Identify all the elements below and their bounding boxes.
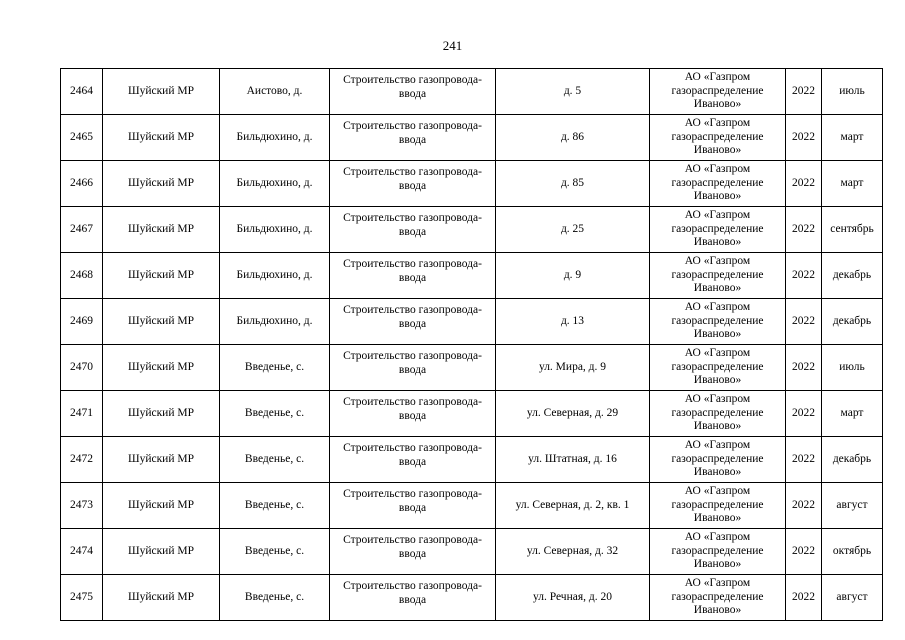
organization-cell: АО «Газпром газораспределение Иваново» — [650, 483, 786, 529]
locality-cell: Введенье, с. — [220, 345, 330, 391]
locality-cell: Бильдюхино, д. — [220, 207, 330, 253]
district-cell: Шуйский МР — [103, 345, 220, 391]
address-cell: ул. Северная, д. 2, кв. 1 — [496, 483, 650, 529]
locality-cell: Введенье, с. — [220, 575, 330, 621]
table-row — [61, 299, 883, 345]
locality-cell: Введенье, с. — [220, 391, 330, 437]
locality-cell: Бильдюхино, д. — [220, 115, 330, 161]
organization-cell: АО «Газпром газораспределение Иваново» — [650, 161, 786, 207]
address-cell: ул. Речная, д. 20 — [496, 575, 650, 621]
table-row — [61, 161, 883, 207]
row-number-cell: 2472 — [61, 437, 103, 483]
organization-cell: АО «Газпром газораспределение Иваново» — [650, 207, 786, 253]
month-cell: декабрь — [822, 437, 883, 483]
year-cell: 2022 — [786, 207, 822, 253]
address-cell: д. 25 — [496, 207, 650, 253]
organization-cell: АО «Газпром газораспределение Иваново» — [650, 115, 786, 161]
month-cell: декабрь — [822, 299, 883, 345]
organization-cell: АО «Газпром газораспределение Иваново» — [650, 437, 786, 483]
row-number-cell: 2475 — [61, 575, 103, 621]
row-number-cell: 2473 — [61, 483, 103, 529]
table-row — [61, 69, 883, 115]
locality-cell: Аистово, д. — [220, 69, 330, 115]
month-cell: август — [822, 483, 883, 529]
work-type-cell: Строительство газопровода-ввода — [330, 575, 496, 621]
year-cell: 2022 — [786, 575, 822, 621]
locality-cell: Бильдюхино, д. — [220, 161, 330, 207]
district-cell: Шуйский МР — [103, 391, 220, 437]
district-cell: Шуйский МР — [103, 575, 220, 621]
address-cell: ул. Северная, д. 29 — [496, 391, 650, 437]
row-number-cell: 2469 — [61, 299, 103, 345]
row-number-cell: 2470 — [61, 345, 103, 391]
work-type-cell: Строительство газопровода-ввода — [330, 253, 496, 299]
work-type-cell: Строительство газопровода-ввода — [330, 345, 496, 391]
organization-cell: АО «Газпром газораспределение Иваново» — [650, 529, 786, 575]
locality-cell: Бильдюхино, д. — [220, 253, 330, 299]
address-cell: д. 86 — [496, 115, 650, 161]
district-cell: Шуйский МР — [103, 207, 220, 253]
month-cell: сентябрь — [822, 207, 883, 253]
district-cell: Шуйский МР — [103, 253, 220, 299]
work-type-cell: Строительство газопровода-ввода — [330, 161, 496, 207]
address-cell: д. 9 — [496, 253, 650, 299]
address-cell: ул. Мира, д. 9 — [496, 345, 650, 391]
table-row — [61, 253, 883, 299]
work-type-cell: Строительство газопровода-ввода — [330, 115, 496, 161]
district-cell: Шуйский МР — [103, 437, 220, 483]
table-row — [61, 575, 883, 621]
month-cell: июль — [822, 69, 883, 115]
year-cell: 2022 — [786, 299, 822, 345]
address-cell: ул. Северная, д. 32 — [496, 529, 650, 575]
district-cell: Шуйский МР — [103, 299, 220, 345]
row-number-cell: 2466 — [61, 161, 103, 207]
table-body — [61, 69, 883, 621]
district-cell: Шуйский МР — [103, 69, 220, 115]
year-cell: 2022 — [786, 345, 822, 391]
month-cell: март — [822, 115, 883, 161]
table-row — [61, 391, 883, 437]
row-number-cell: 2465 — [61, 115, 103, 161]
organization-cell: АО «Газпром газораспределение Иваново» — [650, 391, 786, 437]
month-cell: август — [822, 575, 883, 621]
organization-cell: АО «Газпром газораспределение Иваново» — [650, 575, 786, 621]
locality-cell: Введенье, с. — [220, 437, 330, 483]
locality-cell: Введенье, с. — [220, 483, 330, 529]
locality-cell: Бильдюхино, д. — [220, 299, 330, 345]
organization-cell: АО «Газпром газораспределение Иваново» — [650, 253, 786, 299]
table-row — [61, 437, 883, 483]
work-type-cell: Строительство газопровода-ввода — [330, 483, 496, 529]
table-row — [61, 115, 883, 161]
organization-cell: АО «Газпром газораспределение Иваново» — [650, 69, 786, 115]
gas-pipeline-table — [60, 68, 883, 621]
year-cell: 2022 — [786, 253, 822, 299]
row-number-cell: 2464 — [61, 69, 103, 115]
work-type-cell: Строительство газопровода-ввода — [330, 69, 496, 115]
year-cell: 2022 — [786, 483, 822, 529]
organization-cell: АО «Газпром газораспределение Иваново» — [650, 345, 786, 391]
address-cell: д. 13 — [496, 299, 650, 345]
district-cell: Шуйский МР — [103, 529, 220, 575]
row-number-cell: 2474 — [61, 529, 103, 575]
organization-cell: АО «Газпром газораспределение Иваново» — [650, 299, 786, 345]
month-cell: март — [822, 161, 883, 207]
address-cell: ул. Штатная, д. 16 — [496, 437, 650, 483]
table-row — [61, 483, 883, 529]
year-cell: 2022 — [786, 115, 822, 161]
year-cell: 2022 — [786, 437, 822, 483]
month-cell: март — [822, 391, 883, 437]
table-row — [61, 529, 883, 575]
year-cell: 2022 — [786, 391, 822, 437]
month-cell: октябрь — [822, 529, 883, 575]
work-type-cell: Строительство газопровода-ввода — [330, 529, 496, 575]
district-cell: Шуйский МР — [103, 115, 220, 161]
year-cell: 2022 — [786, 69, 822, 115]
year-cell: 2022 — [786, 161, 822, 207]
row-number-cell: 2471 — [61, 391, 103, 437]
table-row — [61, 207, 883, 253]
work-type-cell: Строительство газопровода-ввода — [330, 299, 496, 345]
work-type-cell: Строительство газопровода-ввода — [330, 207, 496, 253]
address-cell: д. 5 — [496, 69, 650, 115]
work-type-cell: Строительство газопровода-ввода — [330, 391, 496, 437]
row-number-cell: 2467 — [61, 207, 103, 253]
district-cell: Шуйский МР — [103, 161, 220, 207]
month-cell: декабрь — [822, 253, 883, 299]
table-row — [61, 345, 883, 391]
row-number-cell: 2468 — [61, 253, 103, 299]
locality-cell: Введенье, с. — [220, 529, 330, 575]
district-cell: Шуйский МР — [103, 483, 220, 529]
year-cell: 2022 — [786, 529, 822, 575]
month-cell: июль — [822, 345, 883, 391]
work-type-cell: Строительство газопровода-ввода — [330, 437, 496, 483]
address-cell: д. 85 — [496, 161, 650, 207]
page-number: 241 — [442, 38, 463, 53]
